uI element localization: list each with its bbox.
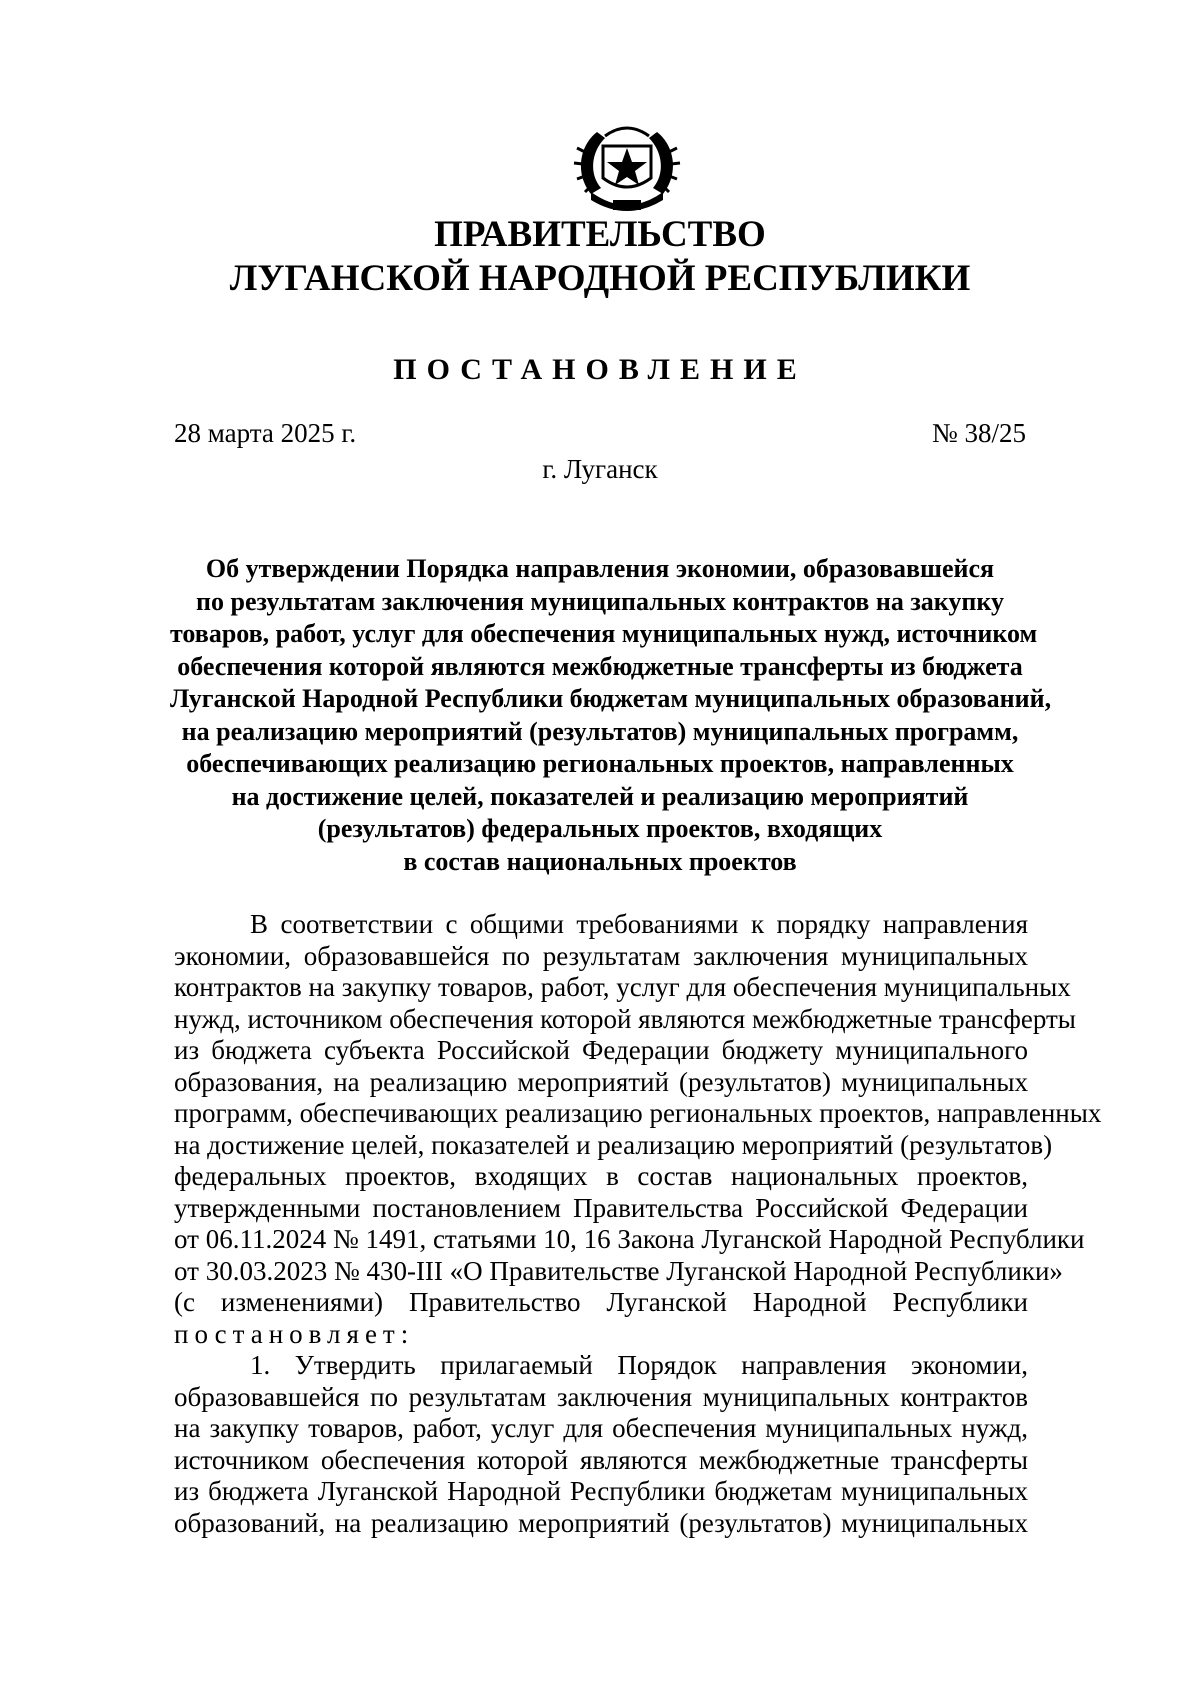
body-line: на закупку товаров, работ, услуг для обеспечения муниципальных нужд, [174, 1413, 1028, 1443]
title-line: обеспечивающих реализацию региональных проектов, направленных [186, 749, 1014, 778]
title-line: на реализацию мероприятий (результатов) муниципальных программ, [181, 716, 1019, 746]
body-line-decree-word: постановляет: [174, 1318, 415, 1349]
body-line-item-1: 1. Утвердить прилагаемый Порядок направления экономии, [250, 1350, 1028, 1380]
body-line: образований, на реализацию мероприятий (результатов) муниципальных [174, 1507, 1028, 1538]
body-line: от 06.11.2024 № 1491, статьями 10, 16 Закона Луганской Народной Республики [174, 1224, 1085, 1254]
document-body [174, 909, 1102, 1539]
body-line: контрактов на закупку товаров, работ, услуг для обеспечения муниципальных [174, 972, 1071, 1002]
title-line: (результатов) федеральных проектов, входящих [317, 814, 883, 843]
body-line: образовавшейся по результатам заключения муниципальных контрактов [174, 1381, 1028, 1412]
body-line: образования, на реализацию мероприятий (результатов) муниципальных [174, 1066, 1028, 1097]
coat-of-arms-icon [571, 122, 683, 214]
title-line: Луганской Народной Республики бюджетам муниципальных образований, [170, 684, 1052, 713]
title-line: в состав национальных проектов [403, 846, 797, 876]
body-line: из бюджета Луганской Народной Республики бюджетам муниципальных [174, 1476, 1028, 1506]
body-line: В соответствии с общими требованиями к порядку направления [250, 909, 1028, 939]
title-line: Об утверждении Порядка направления экономии, образовавшейся [205, 554, 995, 583]
body-line: из бюджета субъекта Российской Федерации бюджету муниципального [174, 1035, 1028, 1065]
document-date: 28 марта 2025 г. [174, 418, 357, 448]
body-line: на достижение целей, показателей и реализацию мероприятий (результатов) [174, 1129, 1053, 1160]
body-line: утвержденными постановлением Правительства Российской Федерации [174, 1192, 1028, 1223]
body-line: экономии, образовавшейся по результатам заключения муниципальных [174, 940, 1028, 971]
title-line: товаров, работ, услуг для обеспечения муниципальных нужд, источником [170, 619, 1038, 648]
document-city: г. Луганск [542, 454, 658, 484]
document-number: № 38/25 [931, 418, 1026, 448]
body-line: федеральных проектов, входящих в состав национальных проектов, [174, 1161, 1028, 1191]
title-line: обеспечения которой являются межбюджетные трансферты из бюджета [177, 651, 1023, 681]
document-title [170, 553, 1052, 878]
body-line: (с изменениями) Правительство Луганской Народной Республики [174, 1287, 1028, 1317]
document-type: ПОСТАНОВЛЕНИЕ [393, 353, 807, 386]
body-line: от 30.03.2023 № 430-III «О Правительстве Луганской Народной Республики» [174, 1255, 1063, 1286]
organization-line-2: ЛУГАНСКОЙ НАРОДНОЙ РЕСПУБЛИКИ [229, 258, 971, 299]
body-line: программ, обеспечивающих реализацию региональных проектов, направленных [174, 1098, 1102, 1128]
title-line: по результатам заключения муниципальных контрактов на закупку [196, 586, 1004, 616]
title-line: на достижение целей, показателей и реализацию мероприятий [231, 781, 969, 811]
organization-name [0, 213, 1200, 301]
body-line: нужд, источником обеспечения которой являются межбюджетные трансферты [174, 1003, 1076, 1034]
body-line: источником обеспечения которой являются межбюджетные трансферты [174, 1444, 1028, 1475]
organization-line-1: ПРАВИТЕЛЬСТВО [434, 214, 766, 255]
